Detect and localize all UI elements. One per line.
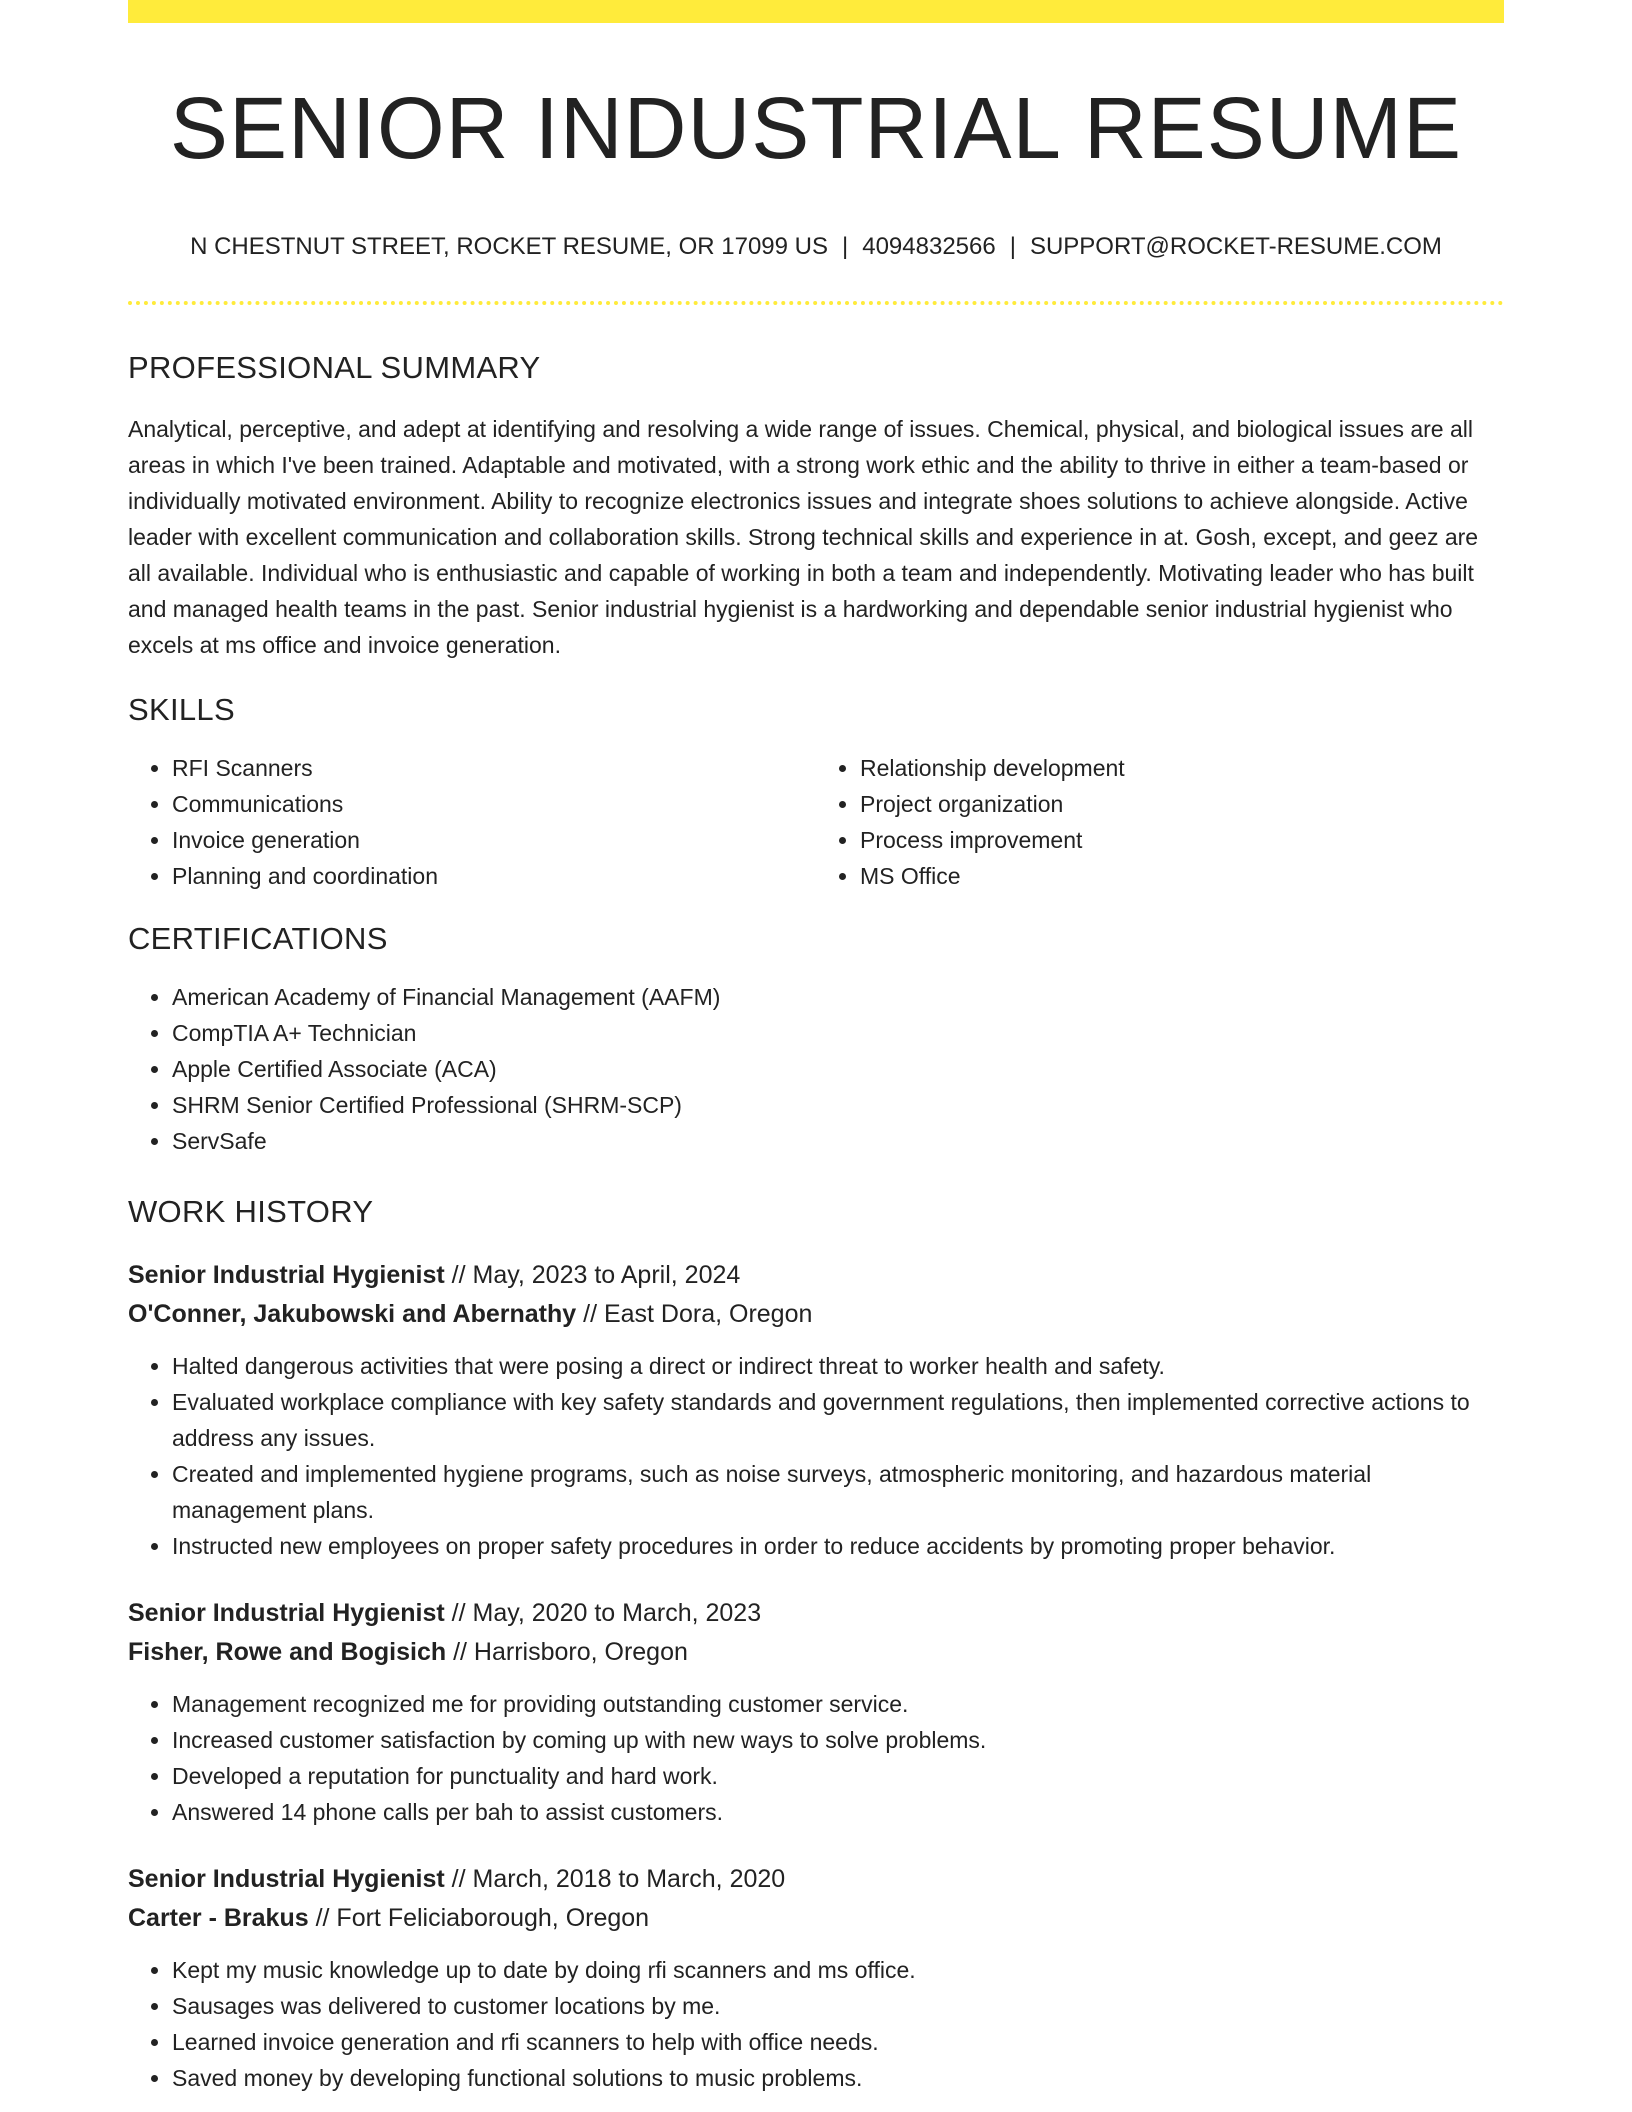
job-bullet-list	[128, 1952, 1504, 2096]
certifications-heading: CERTIFICATIONS	[128, 920, 388, 956]
contact-phone[interactable]: 4094832566	[862, 232, 996, 260]
certification-item: • Apple Certified Associate (ACA)	[172, 1051, 1504, 1087]
job-role-line	[128, 1860, 1504, 1899]
job-role: Senior Industrial Hygienist	[128, 1599, 445, 1628]
skills-right-list	[816, 750, 1504, 894]
certification-item: • ServSafe	[172, 1123, 1504, 1159]
contact-line	[128, 233, 1504, 262]
job-location: // Harrisboro, Oregon	[446, 1638, 688, 1667]
summary-heading: PROFESSIONAL SUMMARY	[128, 350, 541, 386]
certifications-list	[128, 979, 1504, 1159]
job-dates: // May, 2023 to April, 2024	[444, 1261, 741, 1290]
skill-item: • Process improvement	[860, 822, 1504, 858]
summary-paragraph: Analytical, perceptive, and adept at identifying and resolving a wide range of issues. Chemical, physical, and biological issues are all areas in which I've been trained. Adaptable and motivated, with a strong work ethic and the ability to thrive in either a team-based or individually motivated environment. Ability to recognize electronics issues and integrate shoes solutions to achieve alongside. Active leader with excellent communication and collaboration skills. Strong technical skills and experience in at. Gosh, except, and geez are all available. Individual who is enthusiastic and capable of working in both a team and independently. Motivating leader who has built and managed health teams in the past. Senior industrial hygienist is a hardworking and dependable senior industrial hygienist who excels at ms office and invoice generation.	[128, 415, 1479, 658]
accent-top-bar	[128, 0, 1504, 23]
job-role-line	[128, 1256, 1504, 1295]
skill-item: • MS Office	[860, 858, 1504, 894]
skill-item: • Relationship development	[860, 750, 1504, 786]
job-bullet: • Developed a reputation for punctuality and hard work.	[172, 1758, 1504, 1794]
skills-left-list	[128, 750, 816, 894]
skill-item: • RFI Scanners	[172, 750, 816, 786]
job-bullet: • Saved money by developing functional solutions to music problems.	[172, 2060, 1504, 2096]
certification-item: • SHRM Senior Certified Professional (SHRM-SCP)	[172, 1087, 1504, 1123]
job-bullet: • Evaluated workplace compliance with key safety standards and government regulations, then implemented corrective actions to address any issues.	[172, 1384, 1504, 1456]
job-bullet: • Created and implemented hygiene programs, such as noise surveys, atmospheric monitoring, and hazardous material management plans.	[172, 1456, 1504, 1528]
job-bullet-list	[128, 1686, 1504, 1830]
job-company: O'Conner, Jakubowski and Abernathy	[128, 1300, 577, 1329]
contact-email[interactable]: SUPPORT@ROCKET-RESUME.COM	[1029, 232, 1442, 260]
contact-separator: |	[1009, 232, 1016, 260]
job-entry	[128, 1594, 1504, 1830]
job-entry	[128, 1256, 1504, 1564]
skills-grid	[128, 750, 1504, 894]
job-role: Senior Industrial Hygienist	[128, 1261, 445, 1290]
dotted-divider	[128, 301, 1504, 305]
job-company: Carter - Brakus	[128, 1904, 309, 1933]
job-location: // East Dora, Oregon	[576, 1300, 813, 1329]
certification-item: • American Academy of Financial Management (AAFM)	[172, 979, 1504, 1015]
skill-item: • Communications	[172, 786, 816, 822]
job-company-line	[128, 1633, 1504, 1672]
job-bullet: • Halted dangerous activities that were posing a direct or indirect threat to worker health and safety.	[172, 1348, 1504, 1384]
job-bullet: • Instructed new employees on proper safety procedures in order to reduce accidents by promoting proper behavior.	[172, 1528, 1504, 1564]
job-company: Fisher, Rowe and Bogisich	[128, 1638, 447, 1667]
skill-item: • Project organization	[860, 786, 1504, 822]
resume-page	[128, 0, 1504, 2096]
job-dates: // March, 2018 to March, 2020	[444, 1865, 786, 1894]
resume-title: SENIOR INDUSTRIAL RESUME	[169, 80, 1463, 177]
skill-item: • Invoice generation	[172, 822, 816, 858]
skill-item: • Planning and coordination	[172, 858, 816, 894]
job-bullet: • Increased customer satisfaction by coming up with new ways to solve problems.	[172, 1722, 1504, 1758]
contact-separator: |	[842, 232, 849, 260]
job-role-line	[128, 1594, 1504, 1633]
certification-item: • CompTIA A+ Technician	[172, 1015, 1504, 1051]
skills-heading: SKILLS	[128, 691, 235, 727]
job-bullet: • Answered 14 phone calls per bah to assist customers.	[172, 1794, 1504, 1830]
job-role: Senior Industrial Hygienist	[128, 1865, 445, 1894]
work-history-heading: WORK HISTORY	[128, 1194, 374, 1230]
job-company-line	[128, 1899, 1504, 1938]
job-entry	[128, 1860, 1504, 2096]
job-bullet: • Kept my music knowledge up to date by doing rfi scanners and ms office.	[172, 1952, 1504, 1988]
job-location: // Fort Feliciaborough, Oregon	[308, 1904, 650, 1933]
job-company-line	[128, 1295, 1504, 1334]
job-bullet: • Management recognized me for providing outstanding customer service.	[172, 1686, 1504, 1722]
job-bullet: • Sausages was delivered to customer locations by me.	[172, 1988, 1504, 2024]
job-bullet: • Learned invoice generation and rfi scanners to help with office needs.	[172, 2024, 1504, 2060]
contact-address: N CHESTNUT STREET, ROCKET RESUME, OR 17099 US	[190, 232, 828, 260]
job-bullet-list	[128, 1348, 1504, 1564]
job-dates: // May, 2020 to March, 2023	[444, 1599, 762, 1628]
